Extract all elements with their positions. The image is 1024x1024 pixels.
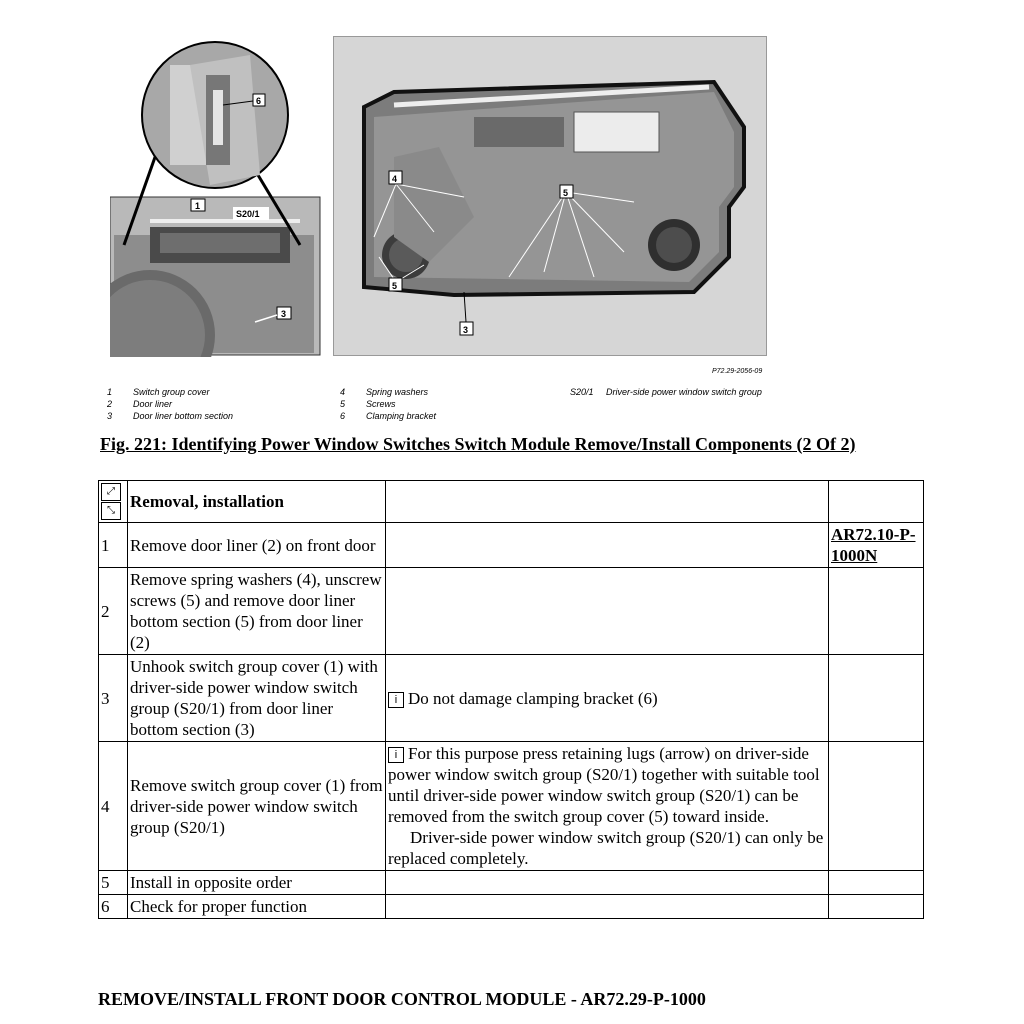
expand-icon[interactable]: ⤢ xyxy=(101,483,121,501)
step-number: 6 xyxy=(99,895,128,919)
table-row xyxy=(99,742,924,871)
table-row xyxy=(99,568,924,655)
table-header: Removal, installation xyxy=(128,481,386,523)
main-callout-3: 3 xyxy=(463,325,469,335)
step-text: Install in opposite order xyxy=(128,871,386,895)
table-row xyxy=(99,523,924,568)
main-callout-5a: 5 xyxy=(563,188,569,198)
expand-collapse-cell xyxy=(99,481,128,523)
collapse-icon[interactable]: ⤡ xyxy=(101,502,121,520)
step-text: Remove switch group cover (1) from driver-side power window switch group (S20/1) xyxy=(128,742,386,871)
step-number: 3 xyxy=(99,655,128,742)
section-title: REMOVE/INSTALL FRONT DOOR CONTROL MODULE - AR72.29-P-1000 xyxy=(98,989,706,1009)
legend-item: 3 Door liner bottom section xyxy=(107,411,234,421)
info-icon: i xyxy=(388,692,404,708)
legend-item: 6 Clamping bracket xyxy=(340,411,437,421)
door-liner-illustration xyxy=(333,36,767,356)
figure-caption: Fig. 221: Identifying Power Window Switches Switch Module Remove/Install Components (2 Of 2) xyxy=(100,434,856,454)
table-row xyxy=(99,655,924,742)
main-callout-5b: 5 xyxy=(392,281,398,291)
legend-item: S20/1 Driver-side power window switch group xyxy=(570,387,762,397)
removal-installation-table xyxy=(98,480,924,919)
figure-code: P72.29-2056-09 xyxy=(712,368,763,375)
table-header-row xyxy=(99,481,924,523)
step-number: 1 xyxy=(99,523,128,568)
inset-callout-1: 1 xyxy=(195,201,201,211)
door-liner-drawing xyxy=(334,37,766,355)
step-number: 4 xyxy=(99,742,128,871)
step-text: Remove spring washers (4), unscrew screws (5) and remove door liner bottom section (5) from door liner (2) xyxy=(128,568,386,655)
step-number: 5 xyxy=(99,871,128,895)
legend-column-2 xyxy=(340,386,436,422)
step-note: i Do not damage clamping bracket (6) xyxy=(386,655,829,742)
switch-detail-illustration xyxy=(110,35,325,357)
info-icon: i xyxy=(388,747,404,763)
main-callout-4: 4 xyxy=(392,174,398,184)
step-note: i For this purpose press retaining lugs (arrow) on driver-side power window switch group (S20/1) together with suitable tool until driver-side power window switch group (S20/1) can be removed from the switch group cover (5) toward inside. Driver-side power window switch group (S20/1) can only be replaced completely. xyxy=(386,742,829,871)
legend-column-1 xyxy=(107,386,233,422)
legend-item: 1 Switch group cover xyxy=(107,387,210,397)
step-text: Unhook switch group cover (1) with driver-side power window switch group (S20/1) from door liner bottom section (3) xyxy=(128,655,386,742)
step-note-secondary: Driver-side power window switch group (S20/1) can only be replaced completely. xyxy=(388,828,824,868)
legend-item: 2 Door liner xyxy=(107,399,173,409)
reference-link[interactable]: AR72.10-P-1000N xyxy=(829,523,924,568)
step-text: Remove door liner (2) on front door xyxy=(128,523,386,568)
step-number: 2 xyxy=(99,568,128,655)
table-row xyxy=(99,895,924,919)
legend-item: 4 Spring washers xyxy=(340,387,429,397)
step-text: Check for proper function xyxy=(128,895,386,919)
inset-switch-label: S20/1 xyxy=(236,209,260,219)
inset-callout-3: 3 xyxy=(281,309,287,319)
legend-item: 5 Screws xyxy=(340,399,396,409)
table-row xyxy=(99,871,924,895)
inset-callout-6: 6 xyxy=(256,96,262,106)
legend-column-3 xyxy=(570,386,766,398)
